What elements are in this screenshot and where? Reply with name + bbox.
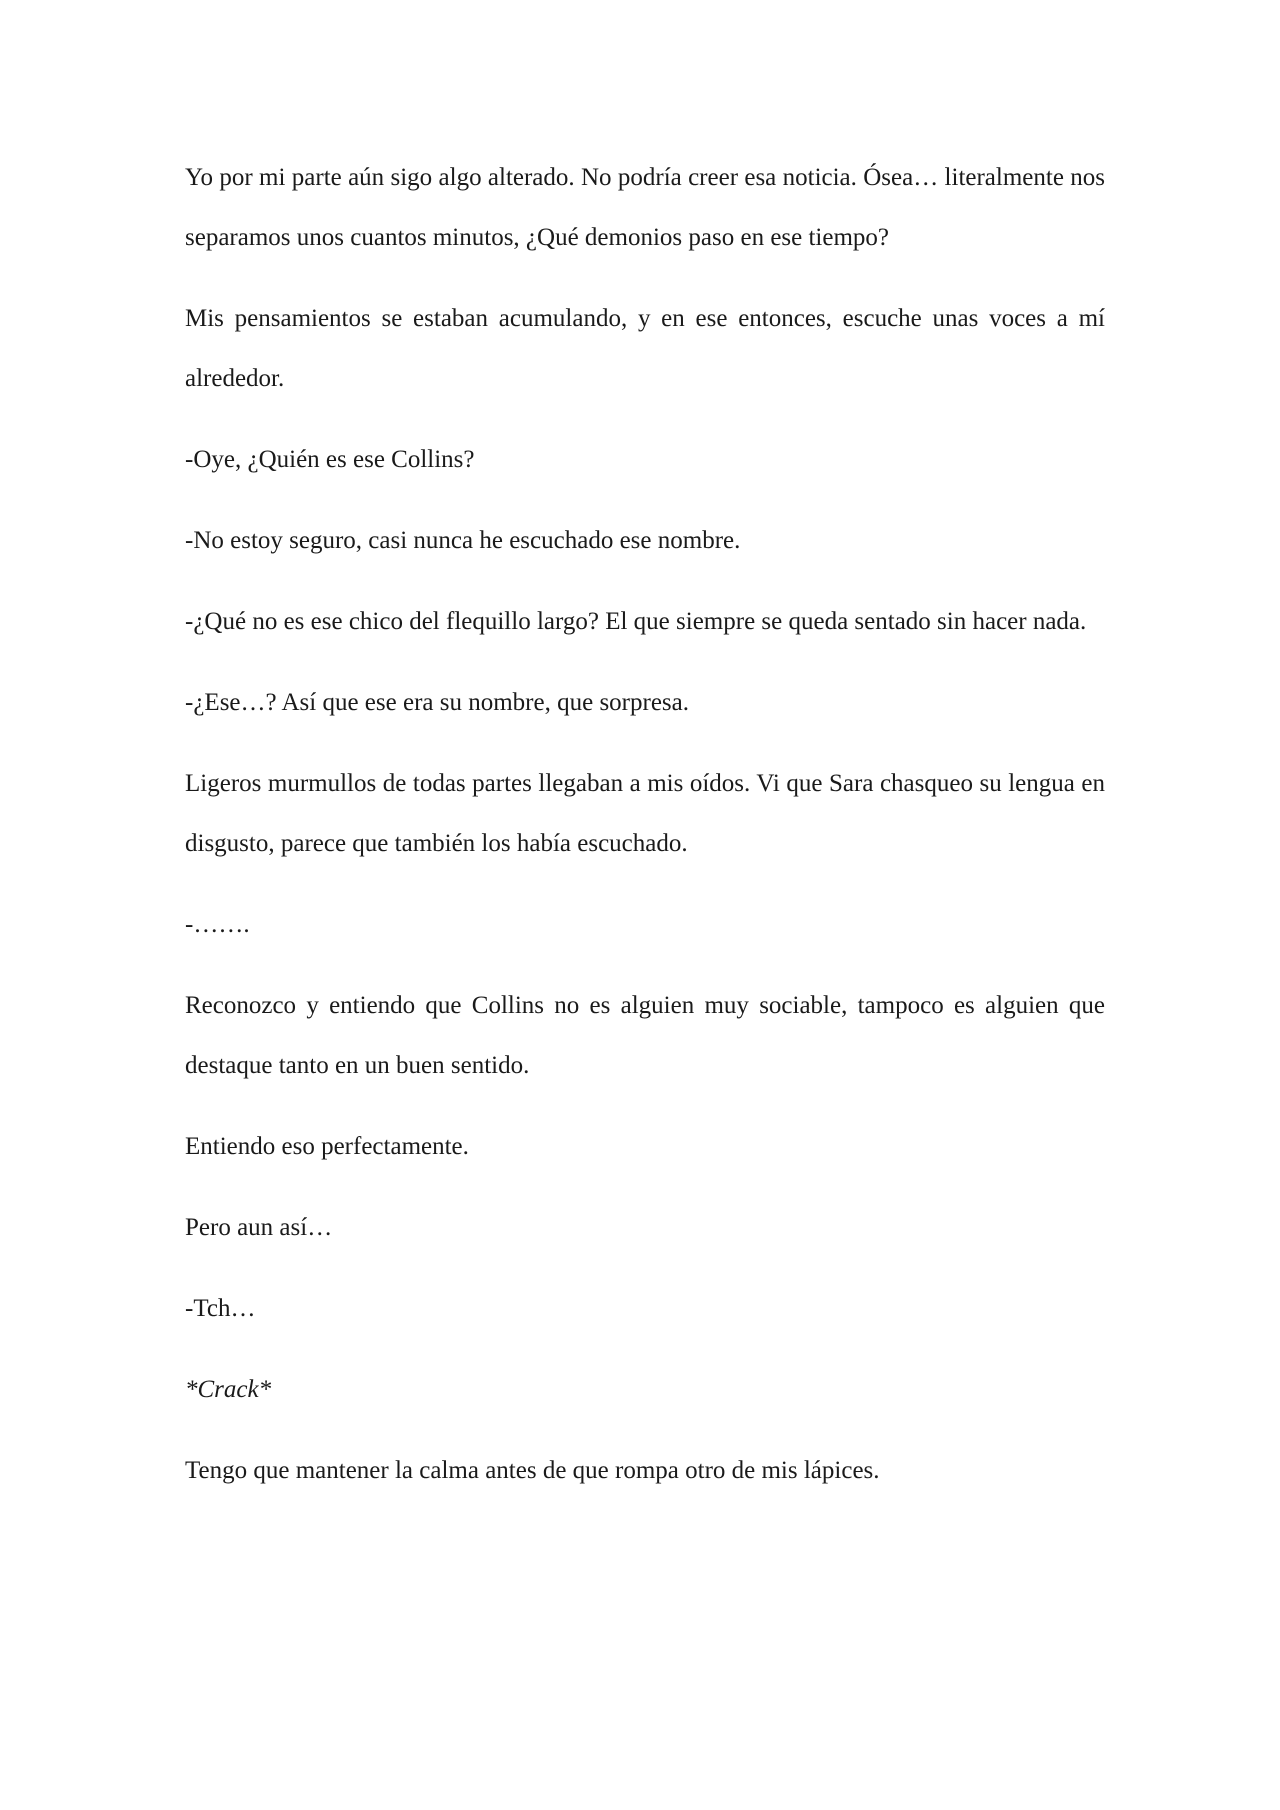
dialogue-line: -No estoy seguro, casi nunca he escuchado ese nombre. xyxy=(185,527,741,554)
paragraph: Tengo que mantener la calma antes de que rompa otro de mis lápices. xyxy=(185,1457,880,1484)
paragraph: Yo por mi parte aún sigo algo alterado. No podría creer esa noticia. Ósea… literalmente nos separamos unos cuantos minutos, ¿Qué demonios paso en ese tiempo? xyxy=(185,164,1105,251)
paragraph: Reconozco y entiendo que Collins no es alguien muy sociable, tampoco es alguien que destaque tanto en un buen sentido. xyxy=(185,992,1105,1079)
dialogue-line: -¿Qué no es ese chico del flequillo largo? El que siempre se queda sentado sin hacer nada. xyxy=(185,608,1087,635)
dialogue-line: -……. xyxy=(185,911,250,938)
dialogue-line: -Tch… xyxy=(185,1295,256,1322)
paragraph: Pero aun así… xyxy=(185,1214,333,1241)
paragraph: Entiendo eso perfectamente. xyxy=(185,1133,469,1160)
paragraph: Mis pensamientos se estaban acumulando, y en ese entonces, escuche unas voces a mí alrededor. xyxy=(185,305,1105,392)
sound-effect: *Crack* xyxy=(185,1376,272,1403)
dialogue-line: -Oye, ¿Quién es ese Collins? xyxy=(185,446,475,473)
document-body xyxy=(185,148,1105,1522)
paragraph: Ligeros murmullos de todas partes llegaban a mis oídos. Vi que Sara chasqueo su lengua en disgusto, parece que también los había escuchado. xyxy=(185,770,1105,857)
dialogue-line: -¿Ese…? Así que ese era su nombre, que sorpresa. xyxy=(185,689,689,716)
